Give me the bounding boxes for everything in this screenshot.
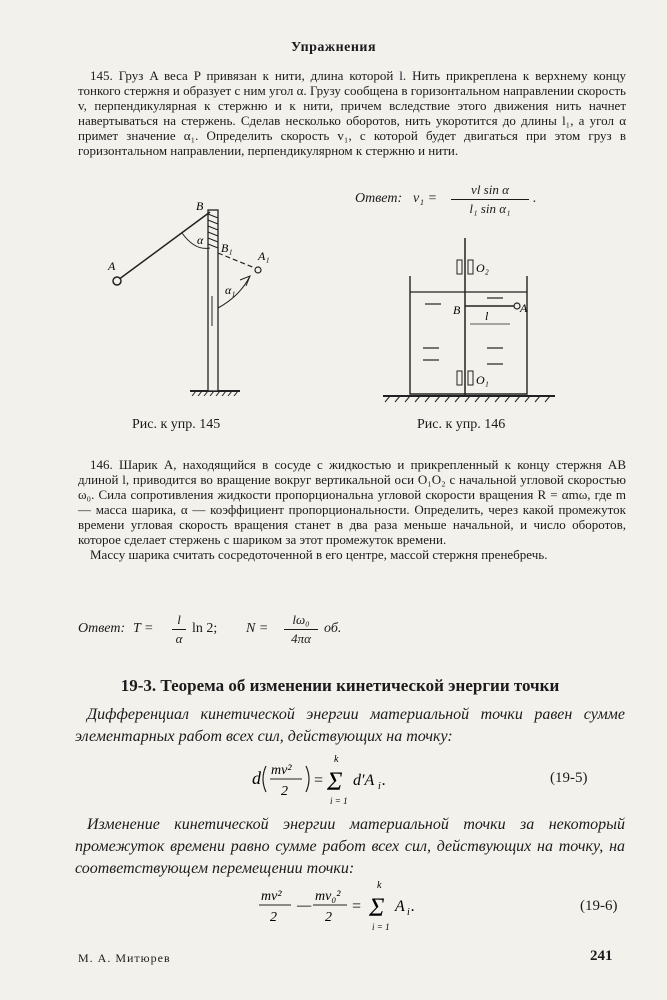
figure-146 bbox=[375, 236, 560, 404]
svg-text:.: . bbox=[382, 772, 386, 789]
problem-146-text: 146. Шарик A, находящийся в сосуде с жидкостью и прикрепленный к концу стержня AB длиной l, приводится во вращение вокруг вертикальной оси O₁O₂ с начальной угловой скоростью ω₀. Сила сопротивления жидкости пропорциональна угловой скорости вращения R = αmω, где m — масса шарика, α — коэффициент пропорциональности. Определить, через какой промежуток времени угловая скорость вращения станет в два раза меньше начальной, и число оборотов, которое сделает стержень с шариком за этот промежуток времени. Массу шарика считать сосредоточенной в его центре, массой стержня пренебречь. bbox=[78, 457, 626, 562]
figure-145 bbox=[100, 196, 280, 396]
svg-text:2: 2 bbox=[270, 910, 277, 925]
equation-19-6 bbox=[255, 876, 435, 934]
label-A1: A₁ bbox=[258, 249, 270, 263]
footer-author: М. А. Митюрев bbox=[78, 951, 171, 965]
svg-text:2: 2 bbox=[281, 784, 288, 799]
svg-text:i = 1: i = 1 bbox=[372, 922, 390, 932]
answer-label: Ответ: bbox=[355, 191, 403, 206]
svg-text:i: i bbox=[378, 781, 381, 792]
svg-text:i = 1: i = 1 bbox=[330, 796, 348, 806]
label-B1: B₁ bbox=[221, 241, 233, 255]
label-O1: O₁ bbox=[476, 373, 489, 387]
svg-text:A: A bbox=[395, 898, 405, 915]
figure-146-caption: Рис. к упр. 146 bbox=[417, 417, 506, 432]
label-B: B bbox=[453, 303, 461, 317]
answer-label: Ответ: bbox=[78, 621, 126, 636]
svg-text:i: i bbox=[407, 907, 410, 918]
svg-text:.: . bbox=[411, 898, 415, 915]
theorem-2: Изменение кинетической энергии материальной точки за некоторый промежуток времени равно сумме работ всех сил, действующих на точку, на соответствующем перемещении точки: bbox=[75, 816, 625, 877]
equation-19-5-number: (19-5) bbox=[550, 770, 588, 786]
problem-145-text: 145. Груз A веса P привязан к нити, длина которой l. Нить прикреплена к верхнему концу тонкого стержня и образует с ним угол α. Грузу сообщена в горизонтальном направлении скорость v, перпендикулярная к стержню и к нити, причем вследствие этого движения нить начнет навертываться на стержень. Сделав несколько оборотов, нить укоротится до длины l₁, а угол α примет значение α₁. Определить скорость v₁, с которой будет двигаться при этом груз в горизонтальном направлении, перпендикулярном к стержню и нити. bbox=[78, 68, 626, 158]
svg-text:Σ: Σ bbox=[327, 767, 343, 796]
answer-lhs: v₁ = bbox=[413, 191, 438, 206]
svg-text:d: d bbox=[252, 768, 261, 788]
equation-19-5 bbox=[250, 750, 420, 808]
svg-text:2: 2 bbox=[325, 910, 332, 925]
equation-19-6-number: (19-6) bbox=[580, 898, 618, 914]
svg-text:d′A: d′A bbox=[353, 772, 375, 789]
answer-numerator: vl sin α bbox=[471, 182, 509, 197]
theorem-1: Дифференциал кинетической энергии материальной точки равен сумме элементарных работ всех сил, действующих на точку: bbox=[75, 706, 625, 745]
svg-text:=: = bbox=[351, 898, 362, 915]
figure-145-caption: Рис. к упр. 145 bbox=[132, 417, 221, 432]
svg-text:k: k bbox=[334, 754, 339, 765]
svg-text:—: — bbox=[297, 897, 312, 914]
label-l: l bbox=[485, 309, 489, 323]
svg-text:k: k bbox=[377, 880, 382, 891]
label-alpha1: α₁ bbox=[225, 283, 236, 297]
page-number: 241 bbox=[590, 948, 613, 964]
label-A: A bbox=[520, 301, 528, 315]
answer-denominator: l₁ sin α₁ bbox=[469, 201, 511, 216]
svg-text:=: = bbox=[313, 772, 324, 789]
page-heading: Упражнения bbox=[290, 40, 377, 55]
label-alpha: α bbox=[197, 233, 204, 247]
label-B: B bbox=[196, 199, 204, 213]
section-title: 19-3. Теорема об изменении кинетической энергии точки bbox=[120, 676, 560, 695]
svg-text:mv²: mv² bbox=[271, 763, 292, 778]
label-O2: O₂ bbox=[476, 261, 489, 275]
problem-146-answer: Ответ: T = l α ln 2; N = lω₀ 4πα об. bbox=[78, 612, 342, 646]
label-A: A bbox=[108, 259, 116, 273]
svg-text:mv²: mv² bbox=[261, 889, 282, 904]
svg-text:mv₀²: mv₀² bbox=[315, 889, 341, 904]
svg-text:Σ: Σ bbox=[369, 893, 385, 922]
problem-145-answer: Ответ: v₁ = vl sin α l₁ sin α₁ . bbox=[355, 182, 537, 216]
